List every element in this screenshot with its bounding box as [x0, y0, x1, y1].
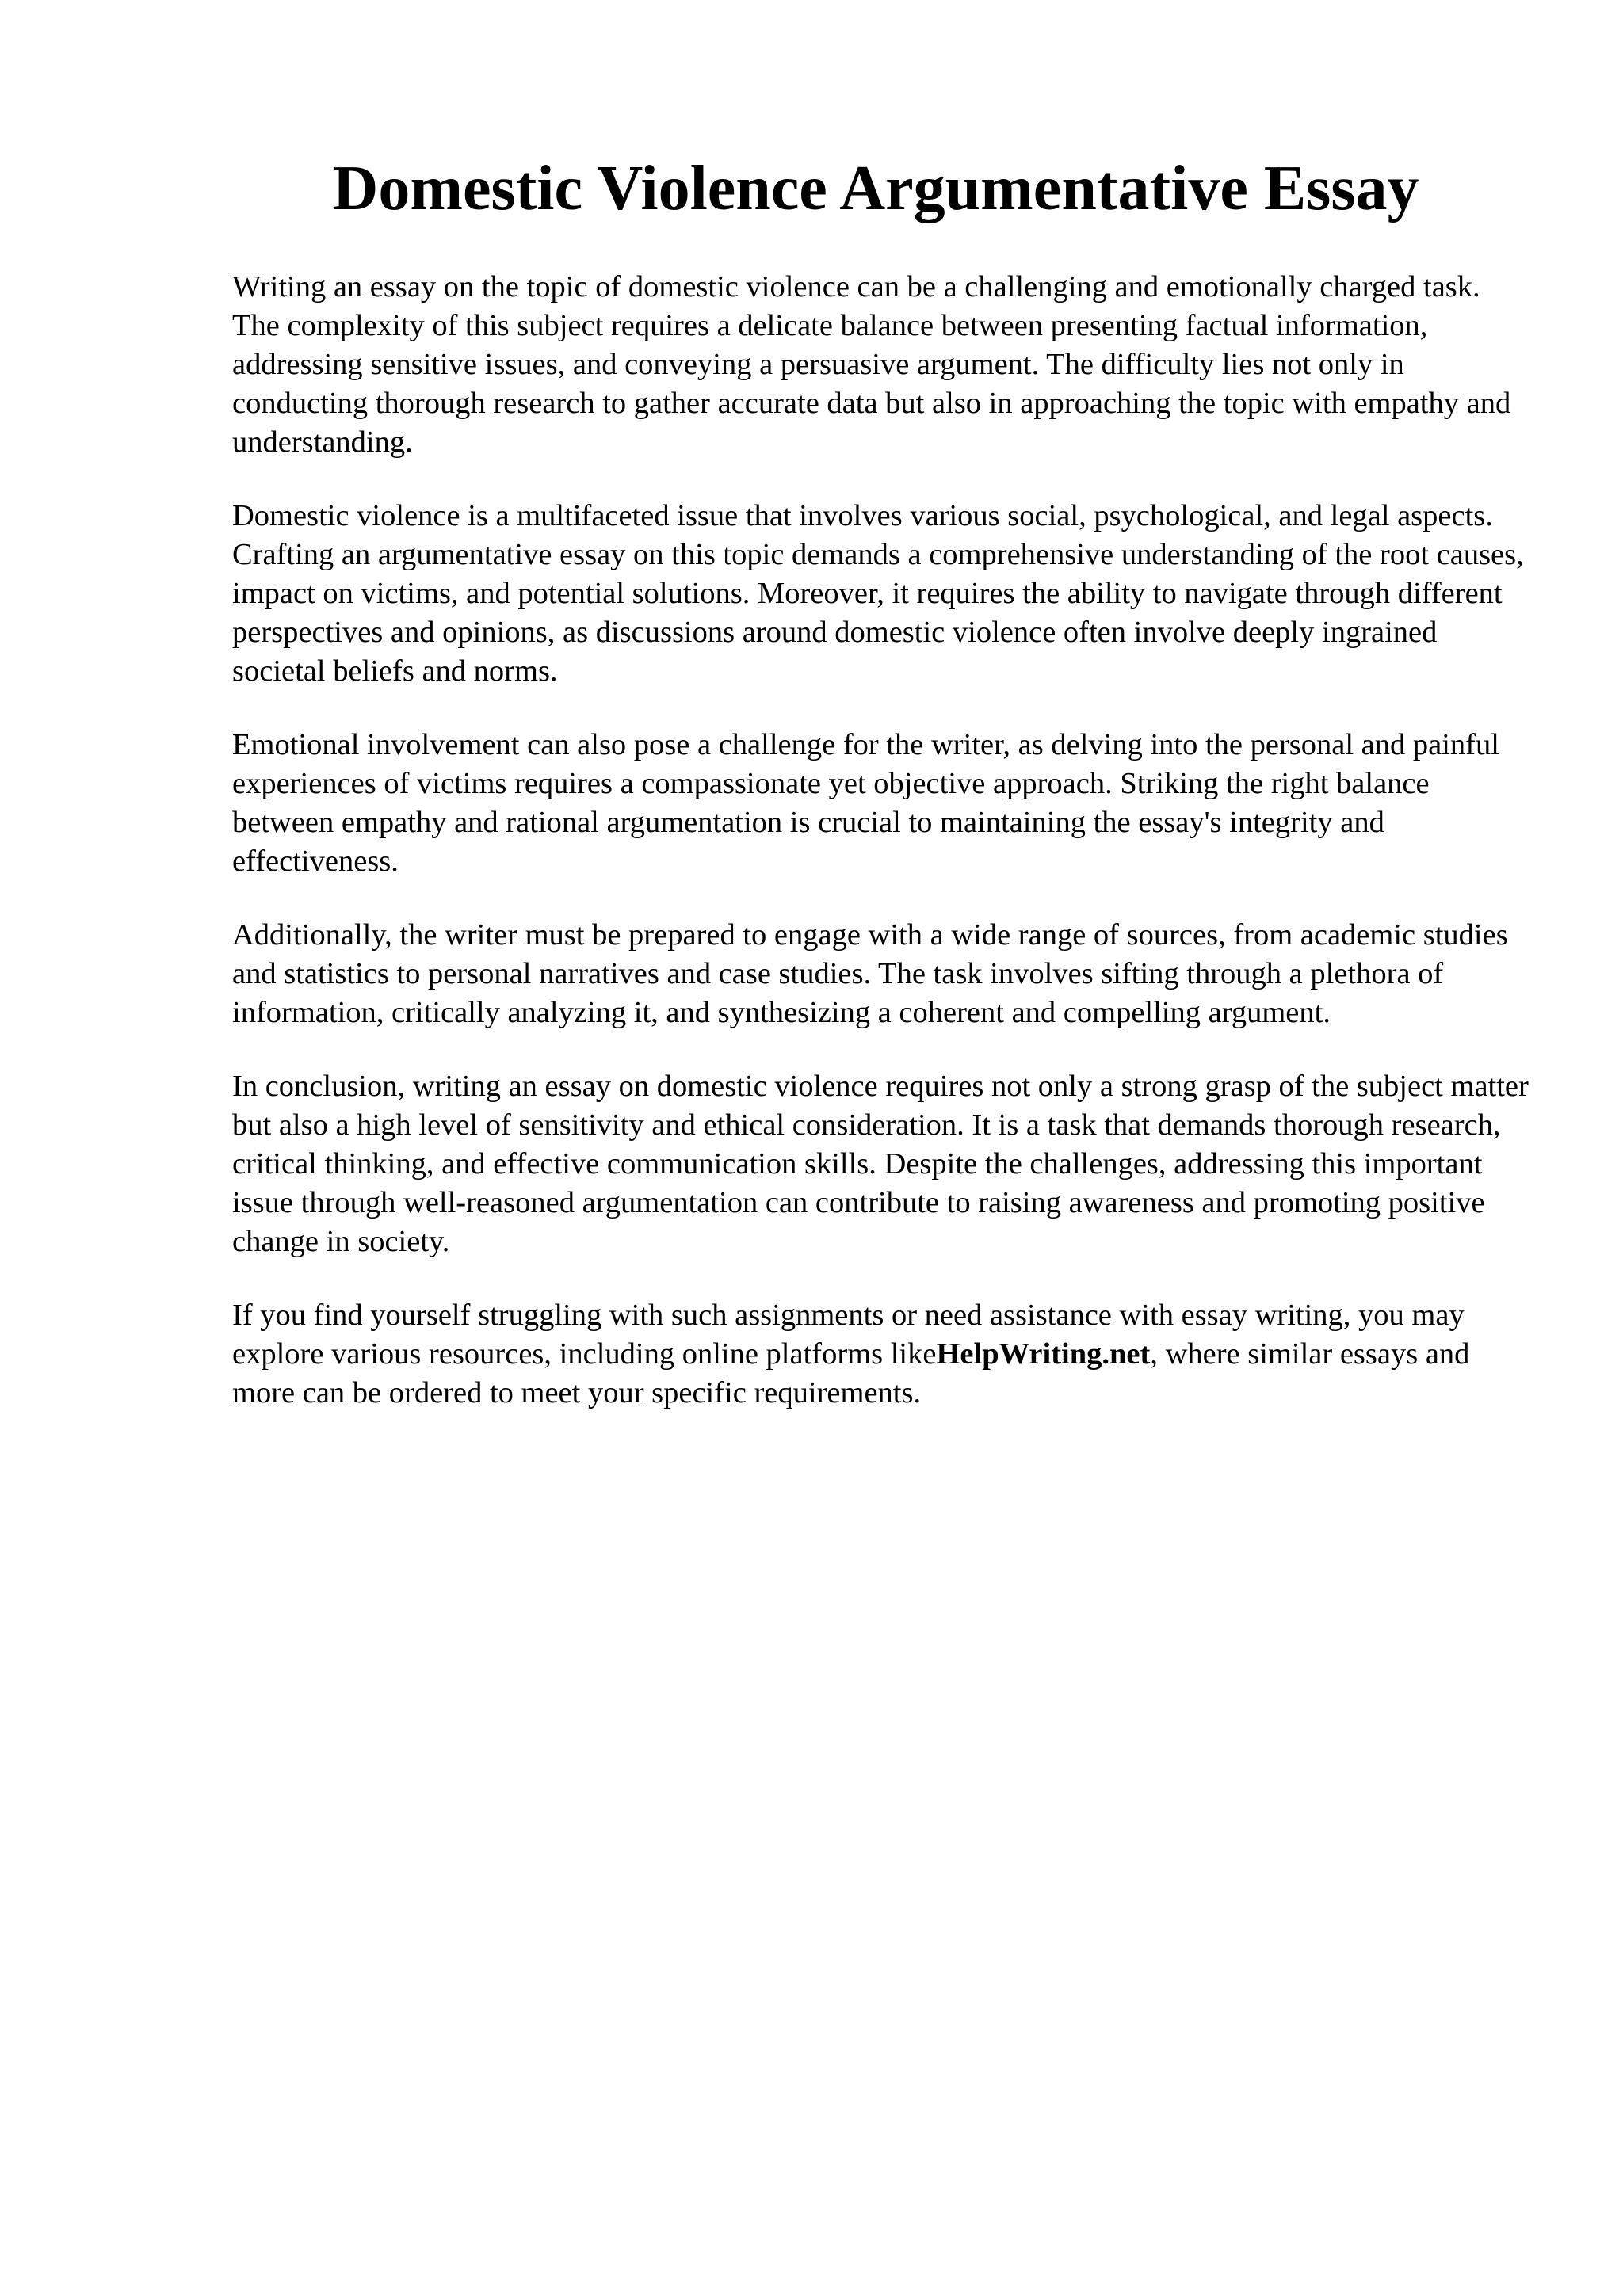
resources-text-before: If you find yourself struggling with such assignments or need assistance with essay writing, you may explore various resources, including online platforms like	[232, 1299, 1465, 1371]
document-body	[232, 268, 1532, 1447]
resources-text-after: , where similar essays and more can be ordered to meet your specific requirements.	[232, 1337, 1470, 1409]
paragraph-resources	[232, 1296, 1532, 1413]
document-title: Domestic Violence Argumentative Essay	[332, 154, 1419, 223]
paragraph-conclusion: In conclusion, writing an essay on domestic violence requires not only a strong grasp of the subject matter but also a high level of sensitivity and ethical consideration. It is a task that demands thorough research, critical thinking, and effective communication skills. Despite the challenges, addressing this important issue through well-reasoned argumentation can contribute to raising awareness and promoting positive change in society.	[232, 1070, 1529, 1258]
paragraph-sources: Additionally, the writer must be prepared to engage with a wide range of sources, from academic studies and statistics to personal narratives and case studies. The task involves sifting through a plethora of information, critically analyzing it, and synthesizing a coherent and compelling argument.	[232, 918, 1508, 1029]
helpwriting-link[interactable]: HelpWriting.net	[936, 1337, 1151, 1371]
paragraph-intro: Writing an essay on the topic of domestic violence can be a challenging and emotionally charged task. The complexity of this subject requires a delicate balance between presenting factual information, addressing sensitive issues, and conveying a persuasive argument. The difficulty lies not only in conducting thorough research to gather accurate data but also in approaching the topic with empathy and understanding.	[232, 270, 1511, 459]
paragraph-emotional: Emotional involvement can also pose a challenge for the writer, as delving into the personal and painful experiences of victims requires a compassionate yet objective approach. Striking the right balance between empathy and rational argumentation is crucial to maintaining the essay's integrity and effectiveness.	[232, 728, 1499, 878]
paragraph-multifaceted: Domestic violence is a multifaceted issue that involves various social, psychological, and legal aspects. Crafting an argumentative essay on this topic demands a comprehensive understanding of the root causes, impact on victims, and potential solutions. Moreover, it requires the ability to navigate through different perspectives and opinions, as discussions around domestic violence often involve deeply ingrained societal beliefs and norms.	[232, 499, 1524, 688]
